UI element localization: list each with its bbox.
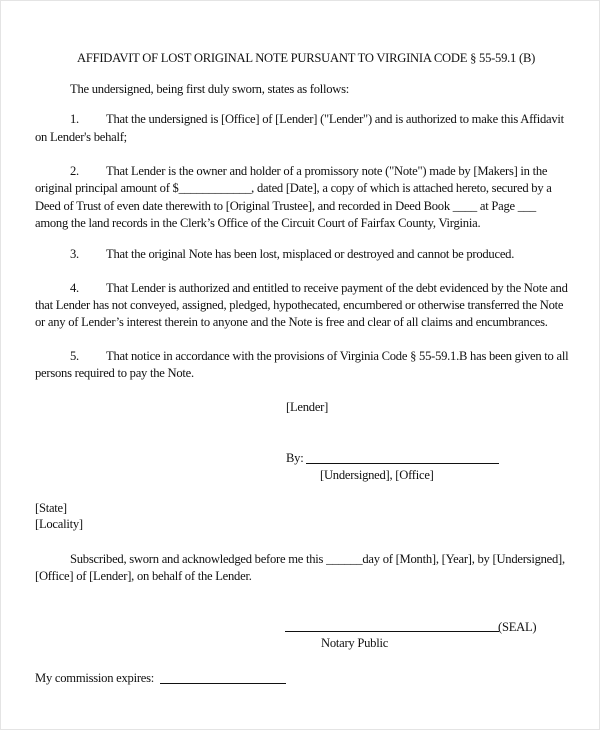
notary-signature-line[interactable] [285,631,499,632]
paragraph-line: That the original Note has been lost, misplaced or destroyed and cannot be produced. [106,247,515,261]
venue-state: [State] [35,501,67,515]
paragraph-number: 5. [70,349,79,363]
paragraph-number: 1. [70,112,79,126]
signature-line[interactable] [306,463,499,464]
seal-label: (SEAL) [498,620,537,634]
paragraph-line: persons required to pay the Note. [35,366,194,380]
intro-text: The undersigned, being first duly sworn, states as follows: [70,82,350,96]
by-label: By: [286,451,304,465]
paragraph-line: That Lender is authorized and entitled to receive payment of the debt evidenced by the Note and [106,281,568,295]
paragraph-line: Deed of Trust of even date therewith to [Original Trustee], and recorded in Deed Book ____ at Page ___ [35,199,536,213]
paragraph-line: That notice in accordance with the provisions of Virginia Code § 55-59.1.B has been given to all [106,349,569,363]
jurat-line: [Office] of [Lender], on behalf of the Lender. [35,569,252,583]
paragraph-line: on Lender's behalf; [35,130,127,144]
paragraph-number: 2. [70,164,79,178]
notary-public-label: Notary Public [321,636,389,650]
paragraph-number: 3. [70,247,79,261]
commission-label: My commission expires: [35,671,155,685]
venue-locality: [Locality] [35,517,83,531]
jurat-line: Subscribed, sworn and acknowledged before me this ______day of [Month], [Year], by [Undersigned], [70,552,565,566]
commission-expiry-line[interactable] [160,683,286,684]
paragraph-line: original principal amount of $____________, dated [Date], a copy of which is attached hereto, secured by a [35,181,552,195]
lender-name: [Lender] [286,400,329,414]
signer-name: [Undersigned], [Office] [320,468,434,482]
paragraph-line: or any of Lender’s interest therein to anyone and the Note is free and clear of all claims and encumbrances. [35,315,548,329]
paragraph-number: 4. [70,281,79,295]
paragraph-line: That the undersigned is [Office] of [Lender] ("Lender") and is authorized to make this Affidavit [106,112,564,126]
paragraph-line: that Lender has not conveyed, assigned, pledged, hypothecated, encumbered or otherwise transferred the Note [35,298,564,312]
paragraph-line: That Lender is the owner and holder of a promissory note ("Note") made by [Makers] in the [106,164,548,178]
document-title: AFFIDAVIT OF LOST ORIGINAL NOTE PURSUANT TO VIRGINIA CODE § 55-59.1 (B) [77,51,536,65]
paragraph-line: among the land records in the Clerk’s Office of the Circuit Court of Fairfax County, Virginia. [35,216,481,230]
